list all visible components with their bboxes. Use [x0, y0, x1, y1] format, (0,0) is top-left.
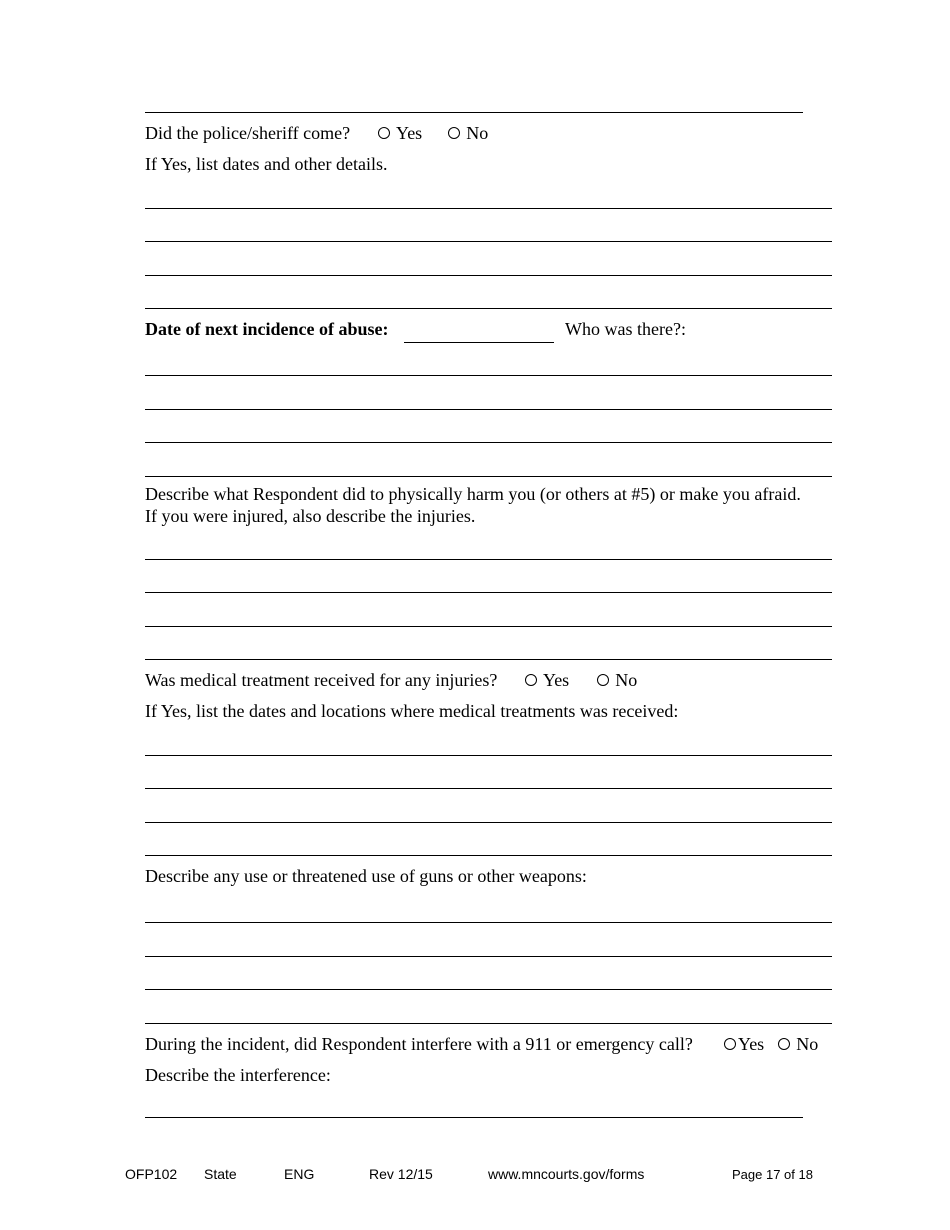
footer-form-id: OFP102 [125, 1166, 178, 1182]
footer-language: ENG [284, 1166, 315, 1182]
radio-circle-icon [448, 127, 460, 139]
emergency-call-question-label: During the incident, did Respondent interfere with a 911 or emergency call? [145, 1034, 693, 1054]
police-details-line[interactable] [145, 241, 832, 242]
weapons-line[interactable] [145, 956, 832, 957]
describe-harm-line[interactable] [145, 626, 832, 627]
who-was-there-label: Who was there?: [565, 319, 686, 339]
emergency-call-no-radio[interactable]: No [778, 1033, 818, 1055]
weapons-line[interactable] [145, 922, 832, 923]
medical-no-radio[interactable]: No [597, 669, 637, 691]
police-details-line[interactable] [145, 275, 832, 276]
radio-circle-icon [525, 674, 537, 686]
section-divider [145, 476, 832, 477]
medical-question-label: Was medical treatment received for any injuries? [145, 670, 498, 690]
section-divider [145, 659, 832, 660]
radio-circle-icon [724, 1038, 736, 1050]
police-yes-radio[interactable]: Yes [378, 122, 422, 144]
radio-circle-icon [378, 127, 390, 139]
describe-harm-line[interactable] [145, 559, 832, 560]
top-rule [145, 112, 803, 113]
footer-revision: Rev 12/15 [369, 1166, 433, 1182]
section-divider [145, 1023, 832, 1024]
describe-injuries-instruction: If you were injured, also describe the injuries. [145, 506, 476, 526]
emergency-call-radio-group [724, 1033, 818, 1055]
interference-line[interactable] [145, 1117, 803, 1118]
describe-harm-instruction: Describe what Respondent did to physically harm you (or others at #5) or make you afraid. [145, 484, 801, 504]
police-radio-group [378, 122, 488, 144]
police-details-line[interactable] [145, 208, 832, 209]
police-details-instruction: If Yes, list dates and other details. [145, 154, 388, 174]
footer-jurisdiction: State [204, 1166, 237, 1182]
radio-circle-icon [597, 674, 609, 686]
medical-details-line[interactable] [145, 822, 832, 823]
who-was-there-line[interactable] [145, 375, 832, 376]
footer-url: www.mncourts.gov/forms [488, 1166, 645, 1182]
police-no-radio[interactable]: No [448, 122, 488, 144]
weapons-instruction: Describe any use or threatened use of guns or other weapons: [145, 866, 587, 886]
medical-radio-group [525, 669, 637, 691]
section-divider [145, 308, 832, 309]
medical-details-line[interactable] [145, 788, 832, 789]
next-incident-date-label: Date of next incidence of abuse: [145, 319, 389, 339]
radio-circle-icon [778, 1038, 790, 1050]
medical-details-instruction: If Yes, list the dates and locations where medical treatments was received: [145, 701, 679, 721]
next-incident-date-field[interactable] [404, 342, 554, 343]
describe-harm-line[interactable] [145, 592, 832, 593]
emergency-call-yes-radio[interactable]: Yes [724, 1033, 764, 1055]
police-question-label: Did the police/sheriff come? [145, 123, 351, 143]
weapons-line[interactable] [145, 989, 832, 990]
who-was-there-line[interactable] [145, 442, 832, 443]
medical-yes-radio[interactable]: Yes [525, 669, 569, 691]
medical-details-line[interactable] [145, 755, 832, 756]
interference-instruction: Describe the interference: [145, 1065, 331, 1085]
section-divider [145, 855, 832, 856]
who-was-there-line[interactable] [145, 409, 832, 410]
footer-page-number: Page 17 of 18 [732, 1167, 813, 1182]
